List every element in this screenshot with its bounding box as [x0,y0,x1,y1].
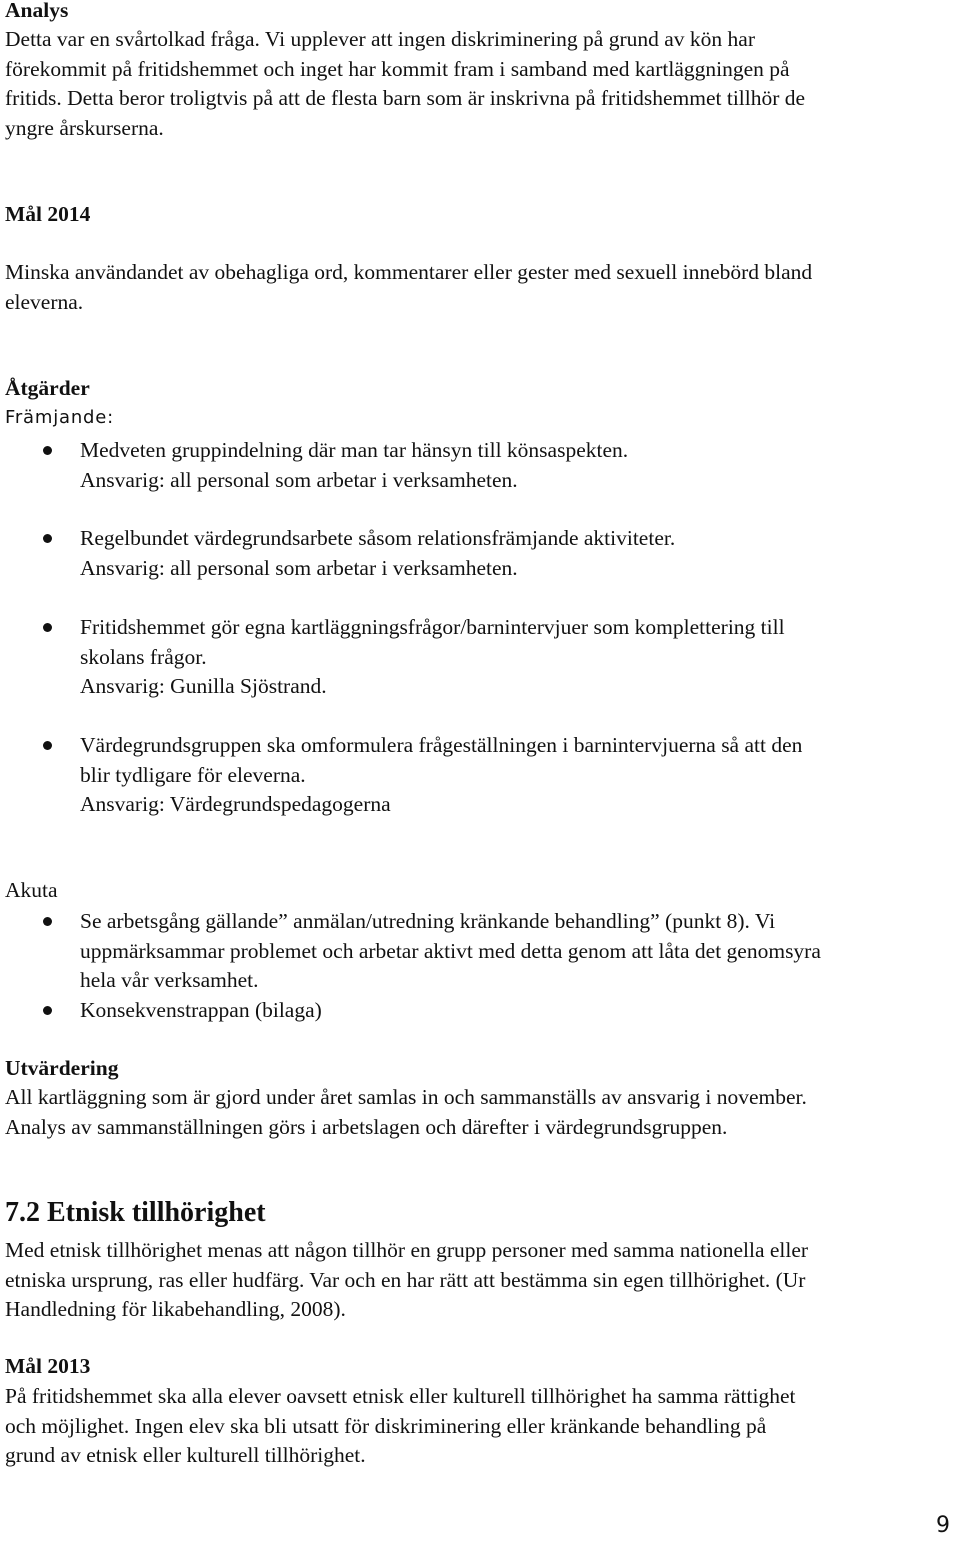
akuta-list [5,907,954,1025]
akuta-heading: Akuta [5,878,58,902]
list-item [5,436,954,495]
section-7-2-text [5,1236,954,1325]
text-line: och möjlighet. Ingen elev ska bli utsatt för diskriminering eller kränkande behandling på [5,1413,767,1438]
analys-text [5,25,954,143]
text-line: skolans frågor. [80,644,207,669]
text-line: Se arbetsgång gällande” anmälan/utredning kränkande behandling” (punkt 8). Vi [80,909,776,933]
text-line: Regelbundet värdegrundsarbete såsom relationsfrämjande aktiviteter. [80,526,676,550]
bullet-icon [43,741,52,750]
text-line: Fritidshemmet gör egna kartläggningsfrågor/barnintervjuer som komplettering till [80,615,785,639]
bullet-icon [43,446,52,455]
bullet-icon [43,534,52,543]
text-line: hela vår verksamhet. [80,968,259,992]
text-line: Med etnisk tillhörighet menas att någon tillhör en grupp personer med samma nationella eller [5,1238,809,1262]
list-item [5,613,954,702]
list-item [5,731,954,820]
page-number: 9 [936,1513,950,1538]
atgarder-list [5,436,954,495]
utvardering-text [5,1083,954,1142]
text-line: All kartläggning som är gjord under året samlas in och sammanställs av ansvarig i november. [5,1085,807,1109]
text-line: etniska ursprung, ras eller hudfärg. Var och en har rätt att bestämma sin egen tillhörighet. (Ur [5,1267,806,1292]
text-line: Ansvarig: all personal som arbetar i verksamheten. [80,555,518,580]
text-line: förekommit på fritidshemmet och inget har kommit fram i samband med kartläggningen på [5,56,790,81]
atgarder-heading: Åtgärder [5,376,90,400]
text-line: Detta var en svårtolkad fråga. Vi upplever att ingen diskriminering på grund av kön har [5,27,755,51]
text-line: På fritidshemmet ska alla elever oavsett etnisk eller kulturell tillhörighet ha samma rättighet [5,1384,796,1408]
text-line: Konsekvenstrappan (bilaga) [80,997,322,1022]
utvardering-heading: Utvärdering [5,1056,119,1080]
bullet-icon [43,917,52,926]
text-line: Värdegrundsgruppen ska omformulera frågeställningen i barnintervjuerna så att den [80,733,803,757]
text-line: eleverna. [5,289,84,314]
mal-2013-heading: Mål 2013 [5,1354,91,1378]
text-line: Minska användandet av obehagliga ord, kommentarer eller gester med sexuell innebörd bland [5,260,813,284]
text-line: grund av etnisk eller kulturell tillhörighet. [5,1443,366,1467]
text-line: fritids. Detta beror troligtvis på att de flesta barn som är inskrivna på fritidshemmet tillhör de [5,86,806,110]
section-7-2-heading: 7.2 Etnisk tillhörighet [5,1197,266,1228]
text-line: Ansvarig: Värdegrundspedagogerna [80,792,391,816]
analys-heading: Analys [5,0,69,22]
list-item [5,996,954,1026]
list-item [5,524,954,583]
bullet-icon [43,623,52,632]
list-item [5,907,954,996]
atgarder-list [5,613,954,702]
framjande-subheading: Främjande: [5,407,115,428]
text-line: yngre årskurserna. [5,115,164,140]
text-line: blir tydligare för eleverna. [80,762,306,787]
text-line: Ansvarig: Gunilla Sjöstrand. [80,674,327,698]
text-line: uppmärksammar problemet och arbetar aktivt med detta genom att låta det genomsyra [80,938,821,963]
text-line: Ansvarig: all personal som arbetar i verksamheten. [80,467,518,492]
mal-2014-heading: Mål 2014 [5,202,91,226]
text-line: Analys av sammanställningen görs i arbetslagen och därefter i värdegrundsgruppen. [5,1114,728,1139]
text-line: Medveten gruppindelning där man tar hänsyn till könsaspekten. [80,438,629,462]
text-line: Handledning för likabehandling, 2008). [5,1297,346,1321]
mal-2014-text [5,258,954,317]
mal-2013-text [5,1382,954,1471]
atgarder-list [5,524,954,583]
bullet-icon [43,1006,52,1015]
atgarder-list [5,731,954,820]
